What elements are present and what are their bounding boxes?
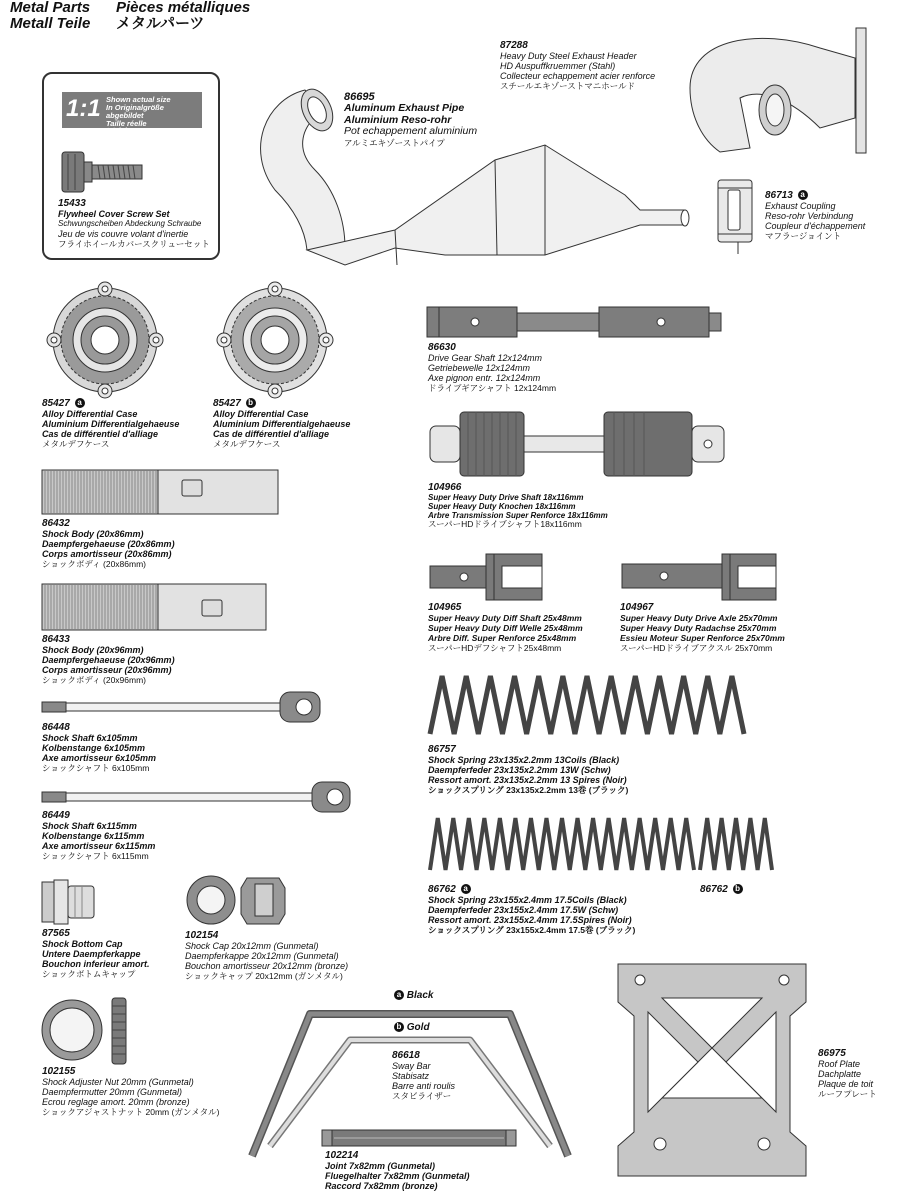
part-number: 86433	[42, 634, 70, 645]
spring-86762-a-image	[428, 814, 698, 878]
part-desc-jp: メタルデフケース	[213, 439, 281, 449]
part-desc-de: Kolbenstange 6x105mm	[42, 743, 146, 753]
part-number: 104966	[428, 482, 462, 493]
spring-86757-image	[428, 672, 748, 742]
shock-body-86433-image	[40, 582, 270, 634]
part-desc-en: Super Heavy Duty Diff Shaft 25x48mm	[428, 613, 582, 623]
part-number: 86618	[392, 1050, 420, 1061]
part-desc-de: Daempfermutter 20mm (Gunmetal)	[42, 1087, 183, 1097]
part-desc-jp: ショックアジャストナット 20mm (ガンメタル)	[42, 1107, 220, 1117]
variant-badge: a	[394, 990, 404, 1000]
part-86432	[42, 518, 242, 569]
part-desc-fr: Ressort amort. 23x135x2.2mm 13 Spires (Noir)	[428, 775, 627, 785]
part-desc-jp: ショックボディ (20x96mm)	[42, 675, 146, 685]
part-desc-fr: Raccord 7x82mm (bronze)	[325, 1181, 438, 1191]
part-86630	[428, 342, 628, 393]
part-desc-jp: ドライブギアシャフト 12x124mm	[428, 383, 557, 393]
part-desc-de: HD Auspuffkruemmer (Stahl)	[500, 61, 616, 71]
shock-adjuster-nut-image	[40, 996, 140, 1066]
sway-bar-variant-b	[392, 1022, 430, 1033]
part-desc-en: Shock Adjuster Nut 20mm (Gunmetal)	[42, 1077, 194, 1087]
part-desc-jp: スタビライザー	[392, 1091, 452, 1101]
drive-shaft-image	[428, 410, 728, 480]
part-desc-en: Flywheel Cover Screw Set	[58, 209, 170, 219]
part-number: 86713	[765, 190, 793, 201]
part-desc-en: Shock Spring 23x135x2.2mm 13Coils (Black)	[428, 755, 620, 765]
part-102154	[185, 930, 385, 981]
part-number: 87288	[500, 40, 528, 51]
part-desc-fr: Ecrou reglage amort. 20mm (bronze)	[42, 1097, 190, 1107]
part-85427-a	[42, 398, 202, 449]
part-desc-fr: Jeu de vis couvre volant d'inertie	[58, 229, 189, 239]
part-number: 85427	[42, 398, 70, 409]
variant-badge: a	[461, 884, 471, 894]
part-number: 86630	[428, 342, 456, 353]
part-desc-fr: Axe pignon entr. 12x124mm	[428, 373, 541, 383]
part-desc-jp: ショックシャフト 6x105mm	[42, 763, 150, 773]
part-desc-jp: マフラージョイント	[765, 231, 842, 241]
part-desc-fr: Collecteur echappement acier renforce	[500, 71, 656, 81]
part-desc-de: Daempferfeder 23x135x2.2mm 13W (Schw)	[428, 765, 611, 775]
part-desc-de: Kolbenstange 6x115mm	[42, 831, 145, 841]
part-102155	[42, 1066, 252, 1117]
part-desc-jp: ショックスプリング 23x135x2.2mm 13巻 (ブラック)	[428, 785, 629, 795]
part-desc-jp: ルーフプレート	[818, 1089, 877, 1099]
part-desc-de: Daempferkappe 20x12mm (Gunmetal)	[185, 951, 339, 961]
part-desc-en: Joint 7x82mm (Gunmetal)	[325, 1161, 436, 1171]
part-number: 102154	[185, 930, 219, 941]
part-number: 86448	[42, 722, 70, 733]
part-desc-de: Daempferfeder 23x155x2.4mm 17.5W (Schw)	[428, 905, 619, 915]
part-desc-fr: Axe amortisseur 6x115mm	[42, 841, 156, 851]
part-104966	[428, 482, 638, 529]
part-desc-en: Exhaust Coupling	[765, 201, 836, 211]
part-desc-de: Dachplatte	[818, 1069, 862, 1079]
part-number: 86757	[428, 744, 456, 755]
part-desc-de: Reso-rohr Verbindung	[765, 211, 854, 221]
variant-badge: b	[733, 884, 743, 894]
part-number: 86432	[42, 518, 70, 529]
exhaust-coupling-image	[716, 176, 756, 256]
part-desc-fr: Bouchon inferieur amort.	[42, 959, 150, 969]
part-desc-en: Shock Body (20x86mm)	[42, 529, 144, 539]
part-desc-jp: メタルデフケース	[42, 439, 110, 449]
part-desc-en: Roof Plate	[818, 1059, 861, 1069]
joint-image	[320, 1126, 520, 1150]
part-desc-fr: Bouchon amortisseur 20x12mm (bronze)	[185, 961, 349, 971]
part-desc-fr: Coupleur d'échappement	[765, 221, 866, 231]
part-desc-fr: Ressort amort. 23x155x2.4mm 17.5Spires (Noir)	[428, 915, 632, 925]
part-86762-b	[700, 884, 780, 895]
variant-badge: b	[394, 1022, 404, 1032]
part-number: 15433	[58, 198, 86, 209]
part-desc-en: Sway Bar	[392, 1061, 431, 1071]
part-desc-fr: Arbre Diff. Super Renforce 25x48mm	[428, 633, 577, 643]
part-86618	[392, 1050, 512, 1101]
part-desc-de: Daempfergehaeuse (20x96mm)	[42, 655, 175, 665]
part-desc-jp: ショックボトムキャップ	[42, 969, 136, 979]
part-desc-de: Daempfergehaeuse (20x86mm)	[42, 539, 175, 549]
scale-text-en: Shown actual size	[106, 95, 171, 104]
part-desc-en: Aluminum Exhaust Pipe	[344, 102, 465, 114]
part-104967	[620, 602, 820, 653]
part-86713	[765, 190, 895, 241]
actual-size-badge	[62, 92, 202, 136]
part-desc-en: Heavy Duty Steel Exhaust Header	[500, 51, 637, 61]
part-desc-en: Shock Spring 23x155x2.4mm 17.5Coils (Black)	[428, 895, 627, 905]
part-desc-en: Super Heavy Duty Drive Shaft 18x116mm	[428, 493, 584, 502]
part-desc-de: Aluminium Differentialgehaeuse	[42, 419, 180, 429]
part-desc-jp: ショックスプリング 23x155x2.4mm 17.5巻 (ブラック)	[428, 925, 636, 935]
sway-bar-variant-a	[392, 990, 433, 1001]
part-number: 87565	[42, 928, 70, 939]
part-desc-fr: Corps amortisseur (20x86mm)	[42, 549, 172, 559]
variant-badge: b	[246, 398, 256, 408]
part-desc-en: Shock Body (20x96mm)	[42, 645, 144, 655]
part-desc-fr: Essieu Moteur Super Renforce 25x70mm	[620, 633, 785, 643]
part-desc-de: Untere Daempferkappe	[42, 949, 141, 959]
diff-case-b-image	[210, 280, 340, 400]
part-desc-de: Getriebewelle 12x124mm	[428, 363, 531, 373]
part-desc-jp: アルミエキゾーストパイプ	[344, 137, 445, 148]
part-desc-de: Super Heavy Duty Radachse 25x70mm	[620, 623, 777, 633]
part-number: 86975	[818, 1048, 846, 1059]
part-desc-de: Super Heavy Duty Knochen 18x116mm	[428, 502, 576, 511]
part-desc-fr: Plaque de toit	[818, 1079, 874, 1089]
scale-text-fr: Taille réelle	[106, 119, 147, 128]
part-86975	[818, 1048, 898, 1099]
part-86433	[42, 634, 242, 685]
part-desc-en: Shock Cap 20x12mm (Gunmetal)	[185, 941, 319, 951]
part-number: 86762	[700, 884, 728, 895]
part-desc-de: Super Heavy Duty Diff Welle 25x48mm	[428, 623, 583, 633]
part-desc-de: Stabisatz	[392, 1071, 430, 1081]
part-86449	[42, 810, 242, 861]
part-15433	[58, 198, 218, 249]
part-desc-en: Alloy Differential Case	[42, 409, 138, 419]
diff-shaft-image	[428, 552, 548, 602]
part-number: 86695	[344, 91, 375, 103]
shock-bottom-cap-image	[40, 878, 100, 928]
header-title-en: Metal Parts	[10, 0, 91, 16]
part-desc-jp: スチールエキゾーストマニホールド	[500, 81, 636, 91]
part-number: 102214	[325, 1150, 359, 1161]
part-desc-fr: Barre anti roulis	[392, 1081, 456, 1091]
part-desc-en: Alloy Differential Case	[213, 409, 309, 419]
part-87288	[500, 40, 700, 91]
part-desc-fr: Corps amortisseur (20x96mm)	[42, 665, 172, 675]
part-number: 85427	[213, 398, 241, 409]
part-desc-jp: ショックボディ (20x86mm)	[42, 559, 146, 569]
actual-size-box	[42, 72, 220, 260]
part-desc-jp: スーパーHDドライブシャフト18x116mm	[428, 519, 582, 529]
part-87565	[42, 928, 192, 979]
part-desc-jp: フライホイールカバースクリューセット	[58, 239, 210, 249]
part-number: 86449	[42, 810, 70, 821]
exhaust-header-image	[680, 28, 880, 158]
header-title-de: Metall Teile	[10, 15, 91, 32]
part-desc-jp: スーパーHDデフシャフト25x48mm	[428, 643, 562, 653]
drive-axle-image	[620, 552, 780, 602]
part-desc-fr: Cas de différentiel d'alliage	[213, 429, 330, 439]
part-desc-jp: ショックキャップ 20x12mm (ガンメタル)	[185, 971, 343, 981]
part-desc-de: Schwungscheiben Abdeckung Schraube	[58, 219, 202, 228]
part-desc-de: Fluegelhalter 7x82mm (Gunmetal)	[325, 1171, 470, 1181]
part-desc-fr: Cas de différentiel d'alliage	[42, 429, 159, 439]
part-86757	[428, 744, 668, 795]
variant-badge: a	[798, 190, 808, 200]
part-number: 86762	[428, 884, 456, 895]
scale-ratio: 1:1	[66, 95, 101, 122]
part-desc-en: Shock Shaft 6x105mm	[42, 733, 138, 743]
part-104965	[428, 602, 618, 653]
scale-text-jp: 原寸大	[106, 127, 129, 136]
part-desc-en: Shock Shaft 6x115mm	[42, 821, 137, 831]
part-number: 102155	[42, 1066, 76, 1077]
scale-text-de: In Originalgröße abgebildet	[106, 103, 164, 120]
drive-gear-shaft-image	[425, 305, 725, 341]
header-title-jp: メタルパーツ	[116, 15, 205, 32]
shock-body-86432-image	[40, 468, 280, 518]
part-desc-de: Aluminium Reso-rohr	[344, 113, 452, 126]
variant-label: Black	[406, 990, 434, 1001]
spring-86762-b-image	[698, 814, 778, 878]
shock-shaft-86448-image	[40, 690, 330, 726]
part-desc-en: Super Heavy Duty Drive Axle 25x70mm	[620, 613, 778, 623]
part-number: 104967	[620, 602, 654, 613]
part-86762-a	[428, 884, 678, 935]
part-desc-fr: Arbre Transmission Super Renforce 18x116mm	[428, 511, 608, 520]
variant-badge: a	[75, 398, 85, 408]
roof-plate-image	[612, 962, 812, 1180]
part-desc-fr: Axe amortisseur 6x105mm	[42, 753, 157, 763]
part-102214	[325, 1150, 525, 1191]
shock-cap-image	[185, 872, 295, 928]
part-desc-en: Shock Bottom Cap	[42, 939, 123, 949]
part-number: 104965	[428, 602, 462, 613]
part-desc-jp: スーパーHDドライブアクスル 25x70mm	[620, 643, 773, 653]
part-desc-en: Drive Gear Shaft 12x124mm	[428, 353, 543, 363]
header-title-fr: Pièces métalliques	[116, 0, 251, 16]
part-86448	[42, 722, 242, 773]
part-desc-de: Aluminium Differentialgehaeuse	[213, 419, 351, 429]
diff-case-a-image	[40, 280, 170, 400]
part-86695	[344, 92, 544, 148]
part-desc-jp: ショックシャフト 6x115mm	[42, 851, 149, 861]
part-85427-b	[213, 398, 383, 449]
part-desc-fr: Pot echappement aluminium	[344, 125, 478, 137]
variant-label: Gold	[406, 1022, 430, 1033]
